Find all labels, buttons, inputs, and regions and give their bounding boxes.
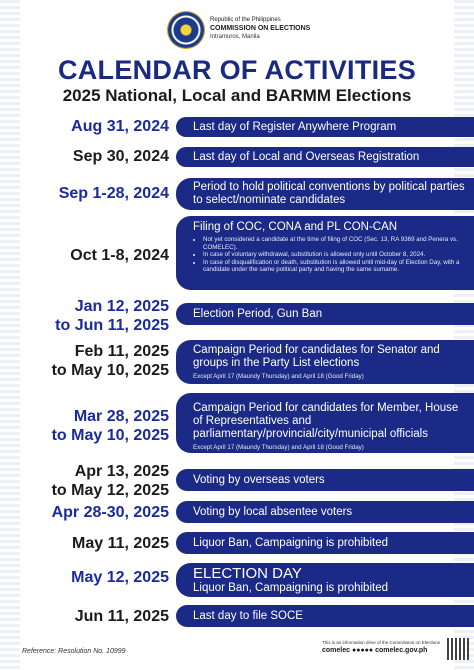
event-date: Jun 11, 2025 [74,608,169,625]
event-date-line2: to May 10, 2025 [51,427,169,444]
event-text: Last day of Local and Overseas Registration [193,151,420,163]
event-text: Voting by local absentee voters [193,506,353,518]
election-day-headline: ELECTION DAY [193,565,302,582]
event-date: Oct 1-8, 2024 [70,247,169,264]
page-subtitle: 2025 National, Local and BARMM Elections [62,86,412,105]
website: comelec.gov.ph [375,647,428,654]
agency-block [210,16,320,41]
event-date-line1: Apr 13, 2025 [74,463,169,480]
event-note: Except April 17 (Maundy Thursday) and April 18 (Good Friday) [193,444,364,451]
agency-line2: COMMISSION ON ELECTIONS [210,25,311,32]
event-date-line2: to Jun 11, 2025 [55,317,169,334]
event-bar [176,216,474,290]
event-date [55,297,169,335]
event-bar [176,147,474,167]
event-date: Apr 28-30, 2025 [51,504,169,521]
event-bullet: • In case of voluntary withdrawal, substitution is allowed only until October 8, 2024. [203,251,466,259]
event-text: Campaign Period for candidates for Member, House of Representatives and parliamentary/provincial/city/municipal officials [193,402,459,440]
event-date: May 12, 2025 [71,569,169,586]
event-bar [176,117,474,137]
page-title: CALENDAR OF ACTIVITIES [57,55,417,85]
event-bar [176,340,474,384]
header [0,10,474,52]
event-bullet: • In case of disqualification or death, substitution is allowed until mid-day of Election Day, with a candidate under the same political party and having the same surname. [203,259,466,274]
event-date [52,342,169,380]
qr-code-icon [447,638,469,660]
event-bar [176,501,474,523]
event-text: Last day of Register Anywhere Program [193,121,397,133]
event-text: Liquor Ban, Campaigning is prohibited [193,537,388,549]
event-bar [176,563,474,597]
agency-line3: Intramuros, Manila [210,34,260,40]
social-handle: comelec [322,647,351,654]
event-date: Sep 1-28, 2024 [58,185,169,202]
event-date [52,407,169,445]
event-text: Period to hold political conventions by political parties to select/nominate candidates [193,181,465,206]
event-bar [176,532,474,554]
event-text: Last day to file SOCE [193,610,303,622]
event-date [52,462,169,500]
event-bar [176,393,474,453]
event-date: Aug 31, 2024 [71,118,169,135]
event-date: May 11, 2025 [72,535,169,552]
event-bullet: • Not yet considered a candidate at the time of filing of COC (Sec. 13, RA 9369 and Penera vs. COMELEC). [203,236,466,251]
event-text: Voting by overseas voters [193,474,325,486]
comelec-seal-icon [168,12,204,48]
event-bar [176,178,474,210]
footer-small-text: This is an information drive of the Commission on Elections [322,640,441,645]
social-icons: ●●●●● [351,647,374,654]
event-bar [176,469,474,491]
event-date-line1: Feb 11, 2025 [74,343,169,360]
agency-line1: Republic of the Philippines [210,17,281,23]
footer-social [322,646,452,656]
footer-reference: Reference: Resolution No. 10999 [22,648,126,655]
event-date: Sep 30, 2024 [72,148,169,165]
event-bar [176,303,474,325]
event-note: Except April 17 (Maundy Thursday) and April 18 (Good Friday) [193,373,364,380]
event-text: Election Period, Gun Ban [193,308,323,320]
event-bar [176,605,474,627]
event-date-line1: Jan 12, 2025 [74,298,169,315]
event-text: Filing of COC, CONA and PL CON-CAN [193,221,398,233]
event-text: Campaign Period for candidates for Senator and groups in the Party List elections [193,344,440,369]
event-date-line2: to May 12, 2025 [51,482,169,499]
event-bullet-list [193,236,466,274]
event-date-line2: to May 10, 2025 [51,362,169,379]
event-date-line1: Mar 28, 2025 [73,408,169,425]
event-text: Liquor Ban, Campaigning is prohibited [193,582,388,594]
footer-contact [322,640,452,656]
